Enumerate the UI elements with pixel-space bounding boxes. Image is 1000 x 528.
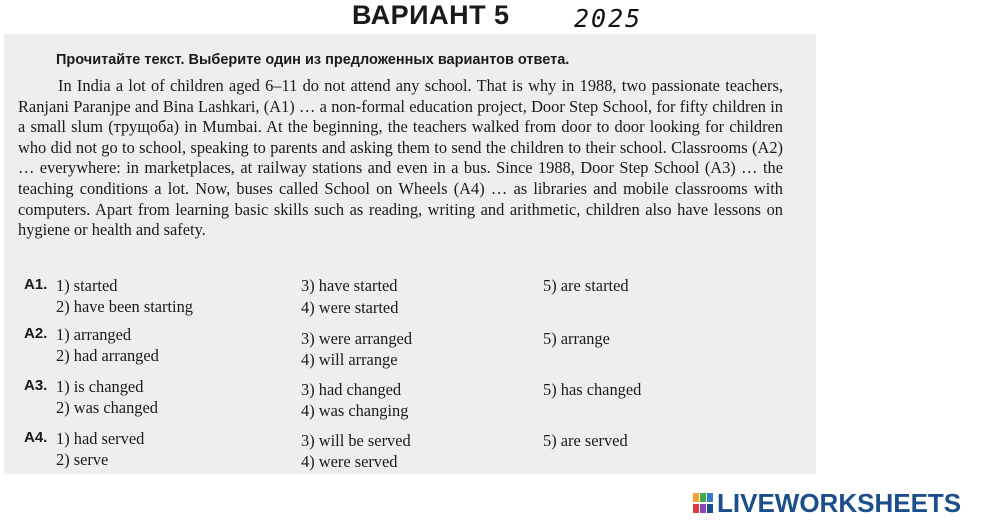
answer-option[interactable]: 3) have started bbox=[301, 276, 398, 295]
answer-option[interactable]: 3) were arranged bbox=[301, 329, 413, 348]
question-a4 bbox=[0, 429, 800, 475]
question-label: A2. bbox=[24, 325, 48, 342]
liveworksheets-logo-icon bbox=[693, 491, 715, 515]
answer-option[interactable]: 3) had changed bbox=[301, 380, 402, 399]
question-label: A3. bbox=[24, 377, 48, 394]
task-instruction: Прочитайте текст. Выберите один из предложенных вариантов ответа. bbox=[56, 52, 570, 68]
reading-passage bbox=[18, 76, 783, 241]
question-label: A4. bbox=[24, 429, 48, 446]
question-a2 bbox=[0, 325, 800, 371]
handwritten-year: 2025 bbox=[574, 4, 643, 33]
answer-option[interactable]: 2) have been starting bbox=[56, 297, 193, 316]
question-label: A1. bbox=[24, 276, 48, 293]
answer-option[interactable]: 1) is changed bbox=[56, 377, 144, 396]
question-a1 bbox=[0, 276, 800, 322]
passage-text: In India a lot of children aged 6–11 do not attend any school. That is why in 1988, two passionate teachers, Ranjani Paranjpe and Bina Lashkari, (A1) … a non-formal education project, Door Step School, for fifty children in a small slum (трущоба) in Mumbai. At the beginning, the teachers walked from door to door looking for children who did not go to school, speaking to parents and asking them to send the children to their school. Classrooms (A2) … everywhere: in marketplaces, at railway stations and even in a bus. Since 1988, Door Step School (A3) … the teaching conditions a lot. Now, buses called School on Wheels (A4) … as libraries and mobile classrooms with computers. Apart from learning basic skills such as reading, writing and arithmetic, children also have lessons on hygiene or health and safety. bbox=[18, 76, 783, 240]
answer-option[interactable]: 5) are served bbox=[543, 431, 628, 450]
answer-option[interactable]: 3) will be served bbox=[301, 431, 411, 450]
answer-option[interactable]: 4) was changing bbox=[301, 401, 409, 420]
answer-option[interactable]: 2) had arranged bbox=[56, 346, 159, 365]
question-a3 bbox=[0, 377, 800, 423]
answer-option[interactable]: 5) arrange bbox=[543, 329, 610, 348]
answer-option[interactable]: 1) started bbox=[56, 276, 118, 295]
variant-title: ВАРИАНТ 5 bbox=[352, 0, 510, 30]
brand-name: LIVEWORKSHEETS bbox=[717, 487, 962, 518]
answer-option[interactable]: 1) had served bbox=[56, 429, 145, 448]
answer-option[interactable]: 4) were started bbox=[301, 298, 399, 317]
answer-option[interactable]: 1) arranged bbox=[56, 325, 132, 344]
answer-option[interactable]: 5) has changed bbox=[543, 380, 642, 399]
answer-option[interactable]: 4) will arrange bbox=[301, 350, 398, 369]
answer-option[interactable]: 5) are started bbox=[543, 276, 629, 295]
answer-option[interactable]: 2) was changed bbox=[56, 398, 158, 417]
liveworksheets-branding[interactable] bbox=[693, 488, 961, 518]
answer-option[interactable]: 2) serve bbox=[56, 450, 109, 469]
answer-option[interactable]: 4) were served bbox=[301, 452, 398, 471]
